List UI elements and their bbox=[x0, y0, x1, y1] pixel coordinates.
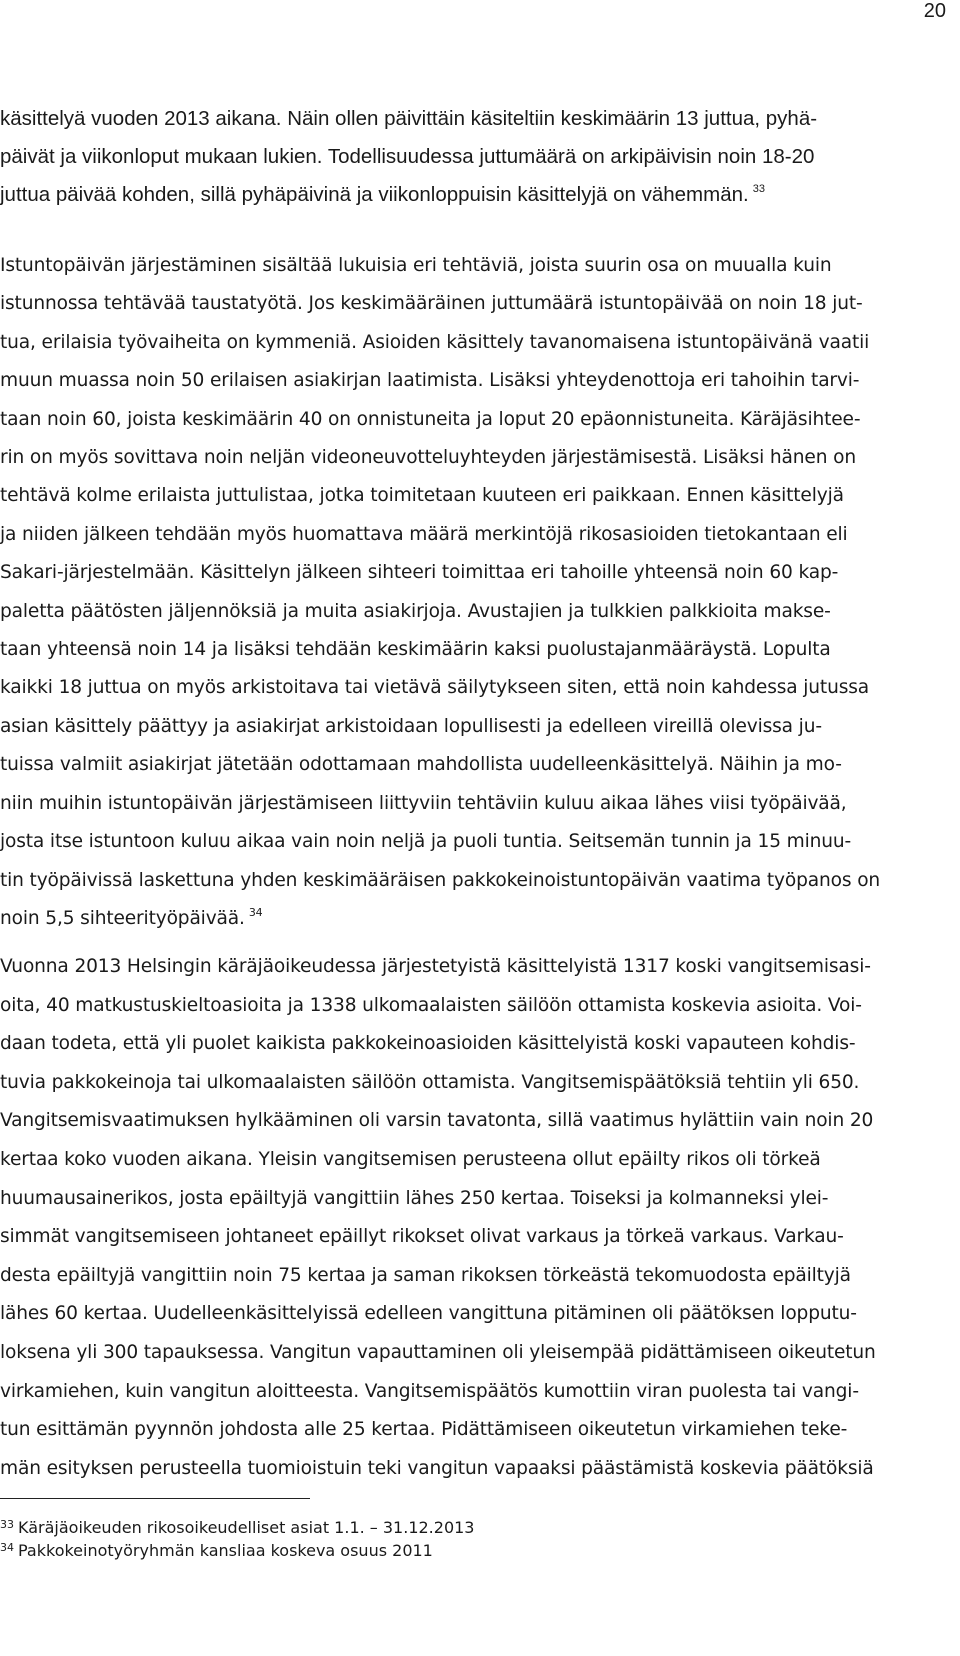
text-line: Vangitsemisvaatimuksen hylkääminen oli varsin tavatonta, sillä vaatimus hylättiin vain noin 20 bbox=[0, 1110, 874, 1132]
text-line: tun esittämän pyynnön johdosta alle 25 kertaa. Pidättämiseen oikeutetun virkamiehen teke- bbox=[0, 1419, 848, 1441]
paragraph-1 bbox=[0, 100, 817, 214]
footnote-ref-33[interactable]: 33 bbox=[752, 183, 765, 195]
paragraph-3 bbox=[0, 948, 876, 1488]
text-line: daan todeta, että yli puolet kaikista pakkokeinoasioiden käsittelyistä koski vapauteen kohdis- bbox=[0, 1033, 856, 1055]
text-line: huumausainerikos, josta epäiltyjä vangittiin lähes 250 kertaa. Toiseksi ja kolmanneksi ylei- bbox=[0, 1187, 829, 1209]
text-line: desta epäiltyjä vangittiin noin 75 kertaa ja saman rikoksen törkeästä tekomuodosta epäiltyjä bbox=[0, 1264, 851, 1286]
text-line: rin on myös sovittava noin neljän videoneuvotteluyhteyden järjestämisestä. Lisäksi hänen on bbox=[0, 447, 856, 469]
text-line: ja niiden jälkeen tehdään myös huomattava määrä merkintöjä rikosasioiden tietokantaan eli bbox=[0, 523, 848, 545]
text-line: tuvia pakkokeinoja tai ulkomaalaisten säilöön ottamista. Vangitsemispäätöksiä tehtiin yli 650. bbox=[0, 1071, 860, 1093]
footnote-ref-34[interactable]: 34 bbox=[248, 905, 263, 919]
text-line-content: juttua päivää kohden, sillä pyhäpäivinä ja viikonloppuisin käsittelyjä on vähemmän. bbox=[0, 183, 749, 206]
footnote-mark: 34 bbox=[0, 1541, 14, 1554]
text-line: muun muassa noin 50 erilaisen asiakirjan laatimista. Lisäksi yhteydenottoja eri tahoihin tarvi- bbox=[0, 370, 860, 392]
text-line: loksena yli 300 tapauksessa. Vangitun vapauttaminen oli yleisempää pidättämiseen oikeutetun bbox=[0, 1341, 876, 1363]
text-line: paletta päätösten jäljennöksiä ja muita asiakirjoja. Avustajien ja tulkkien palkkioita makse- bbox=[0, 600, 831, 622]
text-line: virkamiehen, kuin vangitun aloitteesta. Vangitsemispäätös kumottiin viran puolesta tai vangi- bbox=[0, 1380, 859, 1402]
text-line: tuissa valmiit asiakirjat jätetään odottamaan mahdollista uudelleenkäsittelyä. Näihin ja mo- bbox=[0, 754, 842, 776]
text-line bbox=[0, 176, 817, 214]
footnote-34 bbox=[0, 1539, 474, 1562]
text-line: oita, 40 matkustuskieltoasioita ja 1338 ulkomaalaisten säilöön ottamista koskevia asioita. Voi- bbox=[0, 994, 862, 1016]
footnote-divider bbox=[0, 1498, 310, 1499]
text-line: taan noin 60, joista keskimäärin 40 on onnistuneita ja loput 20 epäonnistuneita. Käräjäsihtee- bbox=[0, 408, 861, 430]
text-line: Istuntopäivän järjestäminen sisältää lukuisia eri tehtäviä, joista suurin osa on muualla kuin bbox=[0, 255, 832, 276]
text-line: asian käsittely päättyy ja asiakirjat arkistoidaan lopullisesti ja edelleen vireillä olevissa ju- bbox=[0, 715, 822, 737]
text-line: Vuonna 2013 Helsingin käräjäoikeudessa järjestetyistä käsittelyistä 1317 koski vangitsemisasi- bbox=[0, 956, 871, 977]
text-line: lähes 60 kertaa. Uudelleenkäsittelyissä edelleen vangittuna pitäminen oli päätöksen lopputu- bbox=[0, 1303, 857, 1325]
footnote-text: Pakkokeinotyöryhmän kansliaa koskeva osuus 2011 bbox=[18, 1541, 433, 1560]
paragraph-2 bbox=[0, 247, 880, 938]
text-line: tin työpäivissä laskettuna yhden keskimääräisen pakkokeinoistuntopäivän vaatima työpanos on bbox=[0, 869, 881, 891]
text-line: niin muihin istuntopäivän järjestämiseen liittyviin tehtäviin kuluu aikaa lähes viisi työpäivää, bbox=[0, 792, 847, 814]
text-line: josta itse istuntoon kuluu aikaa vain noin neljä ja puoli tuntia. Seitsemän tunnin ja 15 minuu- bbox=[0, 831, 852, 853]
text-line bbox=[0, 900, 880, 938]
text-line: Sakari-järjestelmään. Käsittelyn jälkeen sihteeri toimittaa eri tahoille yhteensä noin 60 kap- bbox=[0, 562, 839, 584]
footnote-mark: 33 bbox=[0, 1518, 14, 1531]
text-line-content: noin 5,5 sihteerityöpäivää. bbox=[0, 907, 245, 929]
footnote-33 bbox=[0, 1516, 474, 1539]
footnotes bbox=[0, 1516, 474, 1562]
footnote-text: Käräjäoikeuden rikosoikeudelliset asiat 1.1. – 31.12.2013 bbox=[18, 1518, 475, 1537]
text-line: kaikki 18 juttua on myös arkistoitava tai vietävä säilytykseen siten, että noin kahdessa jutussa bbox=[0, 677, 870, 699]
text-line: kertaa koko vuoden aikana. Yleisin vangitsemisen perusteena ollut epäilty rikos oli törkeä bbox=[0, 1148, 821, 1170]
text-line: tehtävä kolme erilaista juttulistaa, jotka toimitetaan kuuteen eri paikkaan. Ennen käsittelyjä bbox=[0, 485, 844, 507]
text-line: simmät vangitsemiseen johtaneet epäillyt rikokset olivat varkaus ja törkeä varkaus. Varkau- bbox=[0, 1226, 844, 1248]
text-line: tua, erilaisia työvaiheita on kymmeniä. Asioiden käsittely tavanomaisena istuntopäivänä vaatii bbox=[0, 331, 870, 353]
text-line: taan yhteensä noin 14 ja lisäksi tehdään keskimäärin kaksi puolustajanmääräystä. Lopulta bbox=[0, 639, 831, 661]
text-line: käsittelyä vuoden 2013 aikana. Näin ollen päivittäin käsiteltiin keskimäärin 13 juttua, pyhä- bbox=[0, 107, 818, 130]
text-line: män esityksen perusteella tuomioistuin teki vangitun vapaaksi päästämistä koskevia päätöksiä bbox=[0, 1457, 874, 1479]
text-line: istunnossa tehtävää taustatyötä. Jos keskimääräinen juttumäärä istuntopäivää on noin 18 jut- bbox=[0, 293, 863, 315]
page-number: 20 bbox=[923, 0, 946, 22]
text-line: päivät ja viikonloput mukaan lukien. Todellisuudessa juttumäärä on arkipäivisin noin 18-20 bbox=[0, 145, 815, 168]
